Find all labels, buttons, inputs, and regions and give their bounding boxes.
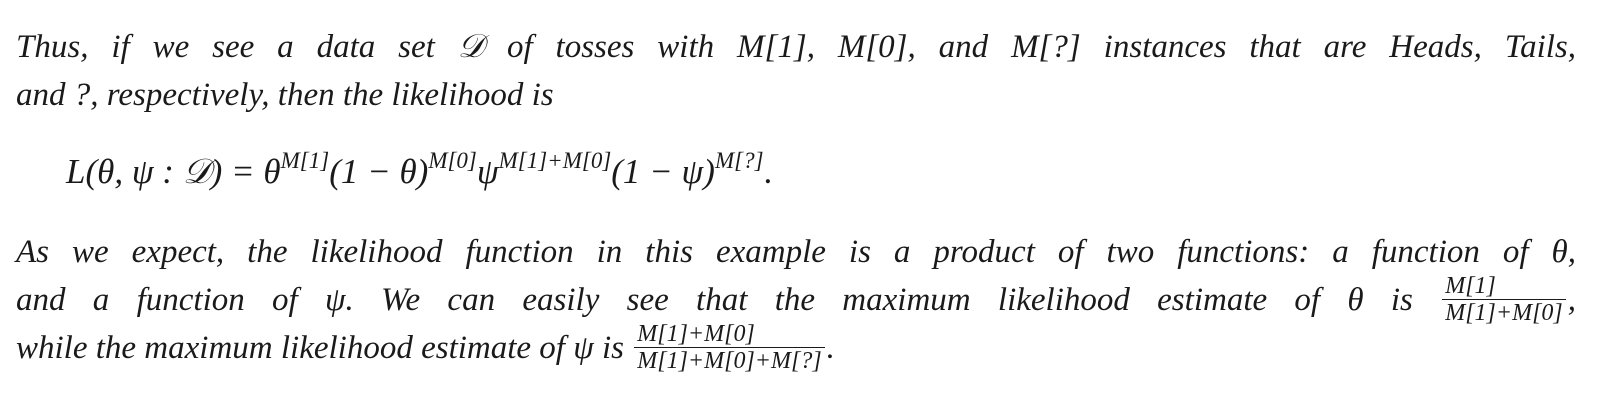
mle-psi-denominator: M[1]+M[0]+M[?] <box>637 348 822 374</box>
equation-lhs: L(θ, ψ : 𝒟) = <box>66 152 264 191</box>
mle-theta-denominator: M[1]+M[0] <box>1445 300 1563 326</box>
paragraph-mle-line-2 <box>16 273 1576 326</box>
equation-one-minus-psi: (1 − ψ) <box>611 152 715 191</box>
paragraph-mle-line-2-text: and a function of ψ. We can easily see that the maximum likelihood estimate of θ is <box>16 282 1413 319</box>
equation-one-minus-psi-exponent: M[?] <box>714 148 764 173</box>
paragraph-intro-line-1: Thus, if we see a data set 𝒟 of tosses with M[1], M[0], and M[?] instances that are Heads, Tails, <box>16 29 1576 65</box>
mle-theta-comma: , <box>1567 282 1576 319</box>
paragraph-mle-line-1: As we expect, the likelihood function in this example is a product of two functions: a function of θ, <box>16 234 1576 270</box>
mle-theta-fraction <box>1442 273 1566 326</box>
paragraph-mle-line-3-text: while the maximum likelihood estimate of ψ is <box>16 330 624 367</box>
mle-psi-numerator: M[1]+M[0] <box>634 321 824 348</box>
mle-theta-numerator: M[1] <box>1442 273 1566 300</box>
paragraph-intro <box>16 23 1576 119</box>
likelihood-equation <box>66 146 772 198</box>
equation-psi-exponent: M[1]+M[0] <box>498 148 612 173</box>
equation-theta-exponent: M[1] <box>280 148 330 173</box>
equation-period: . <box>763 152 773 191</box>
mle-psi-period: . <box>826 330 835 367</box>
paragraph-mle <box>16 228 1576 372</box>
paragraph-intro-line-2: and ?, respectively, then the likelihood is <box>16 77 554 113</box>
equation-theta: θ <box>263 152 281 191</box>
mle-psi-fraction <box>634 321 824 374</box>
equation-psi: ψ <box>476 152 499 191</box>
equation-one-minus-theta-exponent: M[0] <box>428 148 477 173</box>
equation-one-minus-theta: (1 − θ) <box>329 152 429 191</box>
paragraph-mle-line-3 <box>16 321 1576 374</box>
